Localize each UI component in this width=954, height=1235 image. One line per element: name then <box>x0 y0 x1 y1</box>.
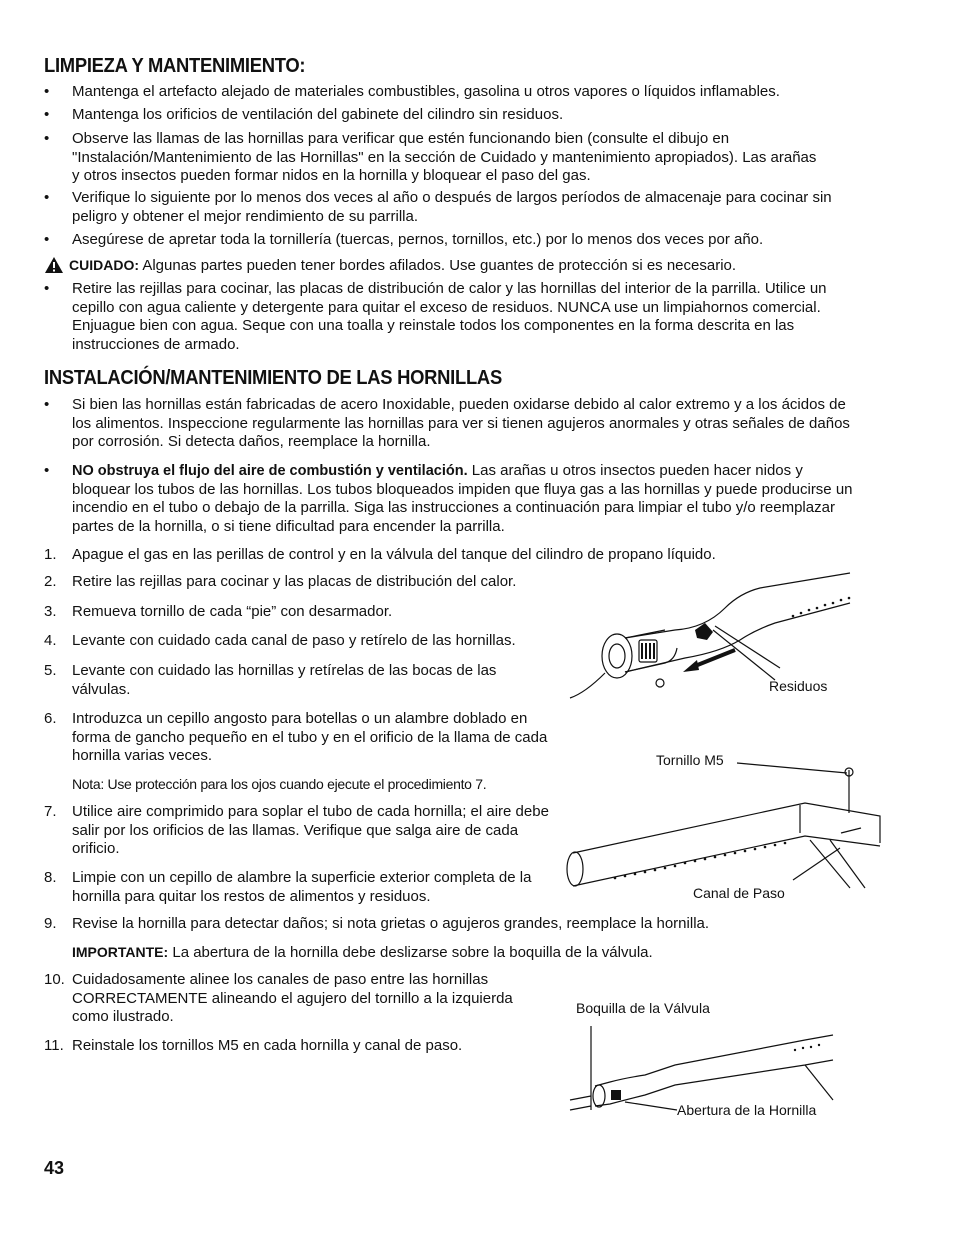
note-text: Nota: Use protección para los ojos cuando ejecute el procedimiento 7. <box>72 776 487 792</box>
label-abertura: Abertura de la Hornilla <box>677 1102 817 1118</box>
label-residuos: Residuos <box>769 678 828 694</box>
page-number: 43 <box>44 1158 65 1178</box>
warning-icon <box>44 256 64 274</box>
section-title-burners: INSTALACIÓN/MANTENIMIENTO DE LAS HORNILLAS <box>44 367 502 389</box>
burner-debris-figure <box>565 568 865 738</box>
section-title-cleaning: LIMPIEZA Y MANTENIMIENTO: <box>44 55 306 77</box>
label-boquilla: Boquilla de la Válvula <box>576 1000 710 1016</box>
label-tornillo-m5: Tornillo M5 <box>656 752 724 768</box>
burner-screw-figure <box>565 758 885 898</box>
label-canal-de-paso: Canal de Paso <box>693 885 785 901</box>
important-note: IMPORTANTE: La abertura de la hornilla debe deslizarse sobre la boquilla de la válvula. <box>72 944 653 961</box>
